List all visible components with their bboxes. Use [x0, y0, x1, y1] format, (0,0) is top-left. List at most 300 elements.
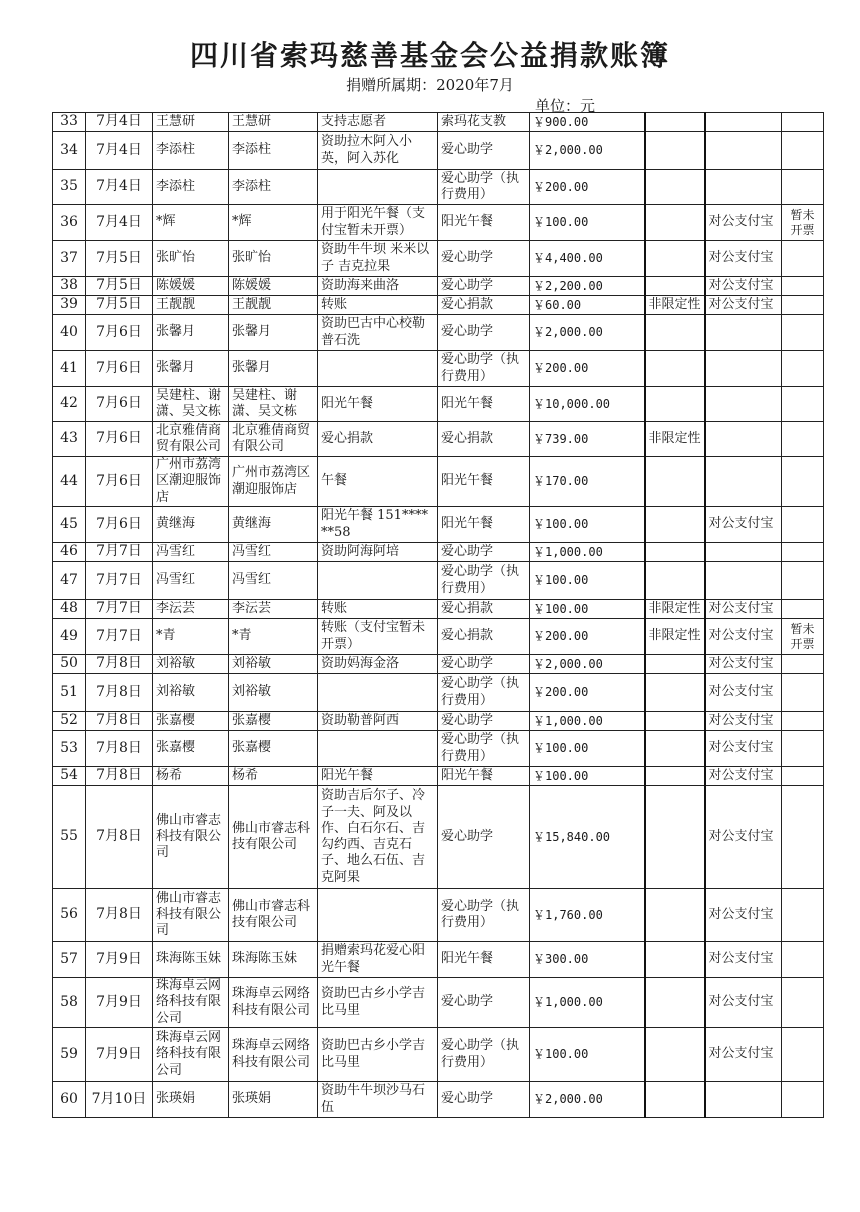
- invoice-note: [782, 942, 824, 978]
- table-row: [53, 942, 824, 978]
- project-name: 爱心助学: [438, 655, 530, 674]
- table-row: [53, 351, 824, 387]
- donation-purpose: 资助巴古乡小学吉比马里: [318, 1028, 438, 1082]
- donor-name: 珠海卓云网络科技有限公司: [153, 1028, 229, 1082]
- row-number: 60: [53, 1082, 86, 1118]
- payment-method: 对公支付宝: [705, 889, 782, 942]
- payment-method: [705, 1082, 782, 1118]
- donation-amount: ￥4,400.00: [530, 241, 645, 277]
- payment-method: [705, 113, 782, 132]
- donation-amount: ￥2,000.00: [530, 655, 645, 674]
- project-name: 阳光午餐: [438, 507, 530, 543]
- restriction-type: 非限定性: [645, 296, 705, 315]
- row-number: 48: [53, 600, 86, 619]
- payment-method: [705, 562, 782, 600]
- payment-method: 对公支付宝: [705, 786, 782, 889]
- invoice-note: [782, 767, 824, 786]
- donor-name: 王靓靓: [153, 296, 229, 315]
- donation-amount: ￥15,840.00: [530, 786, 645, 889]
- table-row: [53, 674, 824, 712]
- restriction-type: [645, 113, 705, 132]
- invoice-note: [782, 674, 824, 712]
- restriction-type: [645, 942, 705, 978]
- restriction-type: [645, 731, 705, 767]
- table-row: [53, 387, 824, 422]
- invoice-note: [782, 600, 824, 619]
- restriction-type: [645, 205, 705, 241]
- table-row: [53, 296, 824, 315]
- invoice-note: [782, 655, 824, 674]
- donation-purpose: 资助拉木阿入小英，阿入苏化: [318, 132, 438, 170]
- donation-purpose: 用于阳光午餐（支付宝暂未开票）: [318, 205, 438, 241]
- invoice-note: [782, 351, 824, 387]
- restriction-type: [645, 351, 705, 387]
- payer-name: 珠海卓云网络科技有限公司: [229, 978, 318, 1028]
- donation-purpose: 资助海来曲洛: [318, 277, 438, 296]
- project-name: 爱心助学: [438, 786, 530, 889]
- invoice-note: [782, 1082, 824, 1118]
- restriction-type: [645, 712, 705, 731]
- donor-name: *辉: [153, 205, 229, 241]
- row-number: 39: [53, 296, 86, 315]
- row-number: 46: [53, 543, 86, 562]
- donation-purpose: 阳光午餐: [318, 767, 438, 786]
- table-row: [53, 786, 824, 889]
- donation-date: 7月6日: [86, 507, 153, 543]
- invoice-note: [782, 731, 824, 767]
- restriction-type: [645, 457, 705, 507]
- row-number: 54: [53, 767, 86, 786]
- invoice-note: [782, 387, 824, 422]
- project-name: 爱心助学（执行费用）: [438, 674, 530, 712]
- invoice-note: [782, 113, 824, 132]
- project-name: 爱心助学（执行费用）: [438, 889, 530, 942]
- project-name: 爱心助学: [438, 241, 530, 277]
- restriction-type: [645, 387, 705, 422]
- donation-purpose: [318, 562, 438, 600]
- row-number: 57: [53, 942, 86, 978]
- table-row: [53, 315, 824, 351]
- restriction-type: [645, 315, 705, 351]
- donation-ledger-table: [52, 112, 824, 1118]
- payment-method: 对公支付宝: [705, 731, 782, 767]
- restriction-type: [645, 507, 705, 543]
- donation-amount: ￥2,000.00: [530, 315, 645, 351]
- donation-purpose: 资助牛牛坝沙马石伍: [318, 1082, 438, 1118]
- donor-name: 广州市荔湾区潮迎服饰店: [153, 457, 229, 507]
- donor-name: 王慧研: [153, 113, 229, 132]
- donor-name: *青: [153, 619, 229, 655]
- payment-method: 对公支付宝: [705, 507, 782, 543]
- payer-name: 陈媛媛: [229, 277, 318, 296]
- project-name: 阳光午餐: [438, 942, 530, 978]
- table-row: [53, 889, 824, 942]
- payment-method: 对公支付宝: [705, 655, 782, 674]
- restriction-type: [645, 674, 705, 712]
- restriction-type: 非限定性: [645, 600, 705, 619]
- payer-name: 冯雪红: [229, 543, 318, 562]
- donation-purpose: 资助吉后尔子、冷子一夫、阿及以作、白石尔石、吉勾约西、吉克石子、地么石伍、吉克阿果: [318, 786, 438, 889]
- invoice-note: [782, 422, 824, 457]
- project-name: 爱心捐款: [438, 422, 530, 457]
- donation-purpose: 转账: [318, 600, 438, 619]
- donation-amount: ￥100.00: [530, 731, 645, 767]
- donation-date: 7月6日: [86, 457, 153, 507]
- donation-amount: ￥2,000.00: [530, 1082, 645, 1118]
- payer-name: 张旷怡: [229, 241, 318, 277]
- donor-name: 刘裕敏: [153, 655, 229, 674]
- restriction-type: [645, 1028, 705, 1082]
- row-number: 49: [53, 619, 86, 655]
- donor-name: 珠海卓云网络科技有限公司: [153, 978, 229, 1028]
- project-name: 爱心助学（执行费用）: [438, 731, 530, 767]
- donation-date: 7月7日: [86, 543, 153, 562]
- donation-amount: ￥200.00: [530, 619, 645, 655]
- row-number: 44: [53, 457, 86, 507]
- row-number: 47: [53, 562, 86, 600]
- restriction-type: [645, 767, 705, 786]
- donation-date: 7月6日: [86, 351, 153, 387]
- project-name: 爱心捐款: [438, 296, 530, 315]
- project-name: 爱心助学（执行费用）: [438, 170, 530, 205]
- donation-purpose: 资助妈海金洛: [318, 655, 438, 674]
- payer-name: *辉: [229, 205, 318, 241]
- restriction-type: [645, 655, 705, 674]
- donor-name: 珠海陈玉妹: [153, 942, 229, 978]
- invoice-note: [782, 1028, 824, 1082]
- donor-name: 李添柱: [153, 170, 229, 205]
- donor-name: 张嘉樱: [153, 712, 229, 731]
- invoice-note: [782, 296, 824, 315]
- donation-date: 7月7日: [86, 562, 153, 600]
- donation-date: 7月5日: [86, 241, 153, 277]
- invoice-note: [782, 457, 824, 507]
- donor-name: 佛山市睿志科技有限公司: [153, 786, 229, 889]
- donor-name: 张瑛娟: [153, 1082, 229, 1118]
- payer-name: 刘裕敏: [229, 655, 318, 674]
- ledger-title: 四川省索玛慈善基金会公益捐款账簿: [189, 39, 670, 72]
- invoice-note: [782, 712, 824, 731]
- donation-purpose: 资助勒普阿西: [318, 712, 438, 731]
- row-number: 37: [53, 241, 86, 277]
- payer-name: 李沄芸: [229, 600, 318, 619]
- donation-date: 7月9日: [86, 1028, 153, 1082]
- project-name: 爱心助学: [438, 712, 530, 731]
- donation-purpose: 转账: [318, 296, 438, 315]
- donor-name: 张嘉樱: [153, 731, 229, 767]
- restriction-type: [645, 1082, 705, 1118]
- invoice-note: [782, 889, 824, 942]
- invoice-note: [782, 786, 824, 889]
- restriction-type: [645, 786, 705, 889]
- table-row: [53, 457, 824, 507]
- row-number: 56: [53, 889, 86, 942]
- project-name: 爱心捐款: [438, 600, 530, 619]
- payer-name: 张馨月: [229, 315, 318, 351]
- project-name: 爱心助学: [438, 1082, 530, 1118]
- invoice-note: 暂未开票: [782, 205, 824, 241]
- donation-purpose: 爱心捐款: [318, 422, 438, 457]
- payer-name: 杨希: [229, 767, 318, 786]
- payer-name: 黄继海: [229, 507, 318, 543]
- restriction-type: [645, 132, 705, 170]
- table-row: [53, 241, 824, 277]
- payer-name: 王慧研: [229, 113, 318, 132]
- row-number: 34: [53, 132, 86, 170]
- row-number: 45: [53, 507, 86, 543]
- donation-amount: ￥60.00: [530, 296, 645, 315]
- donation-date: 7月4日: [86, 205, 153, 241]
- payer-name: 广州市荔湾区潮迎服饰店: [229, 457, 318, 507]
- table-row: [53, 132, 824, 170]
- invoice-note: [782, 241, 824, 277]
- donation-amount: ￥200.00: [530, 674, 645, 712]
- table-row: [53, 978, 824, 1028]
- invoice-note: [782, 543, 824, 562]
- project-name: 阳光午餐: [438, 387, 530, 422]
- row-number: 40: [53, 315, 86, 351]
- donation-date: 7月6日: [86, 387, 153, 422]
- donor-name: 杨希: [153, 767, 229, 786]
- payment-method: 对公支付宝: [705, 1028, 782, 1082]
- table-row: [53, 619, 824, 655]
- project-name: 阳光午餐: [438, 457, 530, 507]
- donation-amount: ￥900.00: [530, 113, 645, 132]
- donation-amount: ￥200.00: [530, 351, 645, 387]
- donation-date: 7月8日: [86, 786, 153, 889]
- table-row: [53, 731, 824, 767]
- table-row: [53, 655, 824, 674]
- donor-name: 刘裕敏: [153, 674, 229, 712]
- donation-date: 7月9日: [86, 942, 153, 978]
- payer-name: 佛山市睿志科技有限公司: [229, 889, 318, 942]
- donation-amount: ￥100.00: [530, 767, 645, 786]
- payment-method: 对公支付宝: [705, 767, 782, 786]
- donation-date: 7月6日: [86, 422, 153, 457]
- donation-amount: ￥100.00: [530, 205, 645, 241]
- project-name: 爱心助学（执行费用）: [438, 1028, 530, 1082]
- row-number: 43: [53, 422, 86, 457]
- donation-purpose: 午餐: [318, 457, 438, 507]
- payer-name: 佛山市睿志科技有限公司: [229, 786, 318, 889]
- row-number: 33: [53, 113, 86, 132]
- donation-date: 7月4日: [86, 113, 153, 132]
- restriction-type: [645, 170, 705, 205]
- payer-name: 王靓靓: [229, 296, 318, 315]
- donation-purpose: 资助巴古乡小学吉比马里: [318, 978, 438, 1028]
- payer-name: 珠海卓云网络科技有限公司: [229, 1028, 318, 1082]
- donor-name: 吴建柱、谢潇、吴文栋: [153, 387, 229, 422]
- donation-amount: ￥170.00: [530, 457, 645, 507]
- donor-name: 张馨月: [153, 351, 229, 387]
- donor-name: 李添柱: [153, 132, 229, 170]
- restriction-type: [645, 562, 705, 600]
- donation-purpose: 捐赠索玛花爱心阳光午餐: [318, 942, 438, 978]
- table-row: [53, 277, 824, 296]
- donation-purpose: 阳光午餐 151******58: [318, 507, 438, 543]
- table-row: [53, 712, 824, 731]
- row-number: 35: [53, 170, 86, 205]
- payer-name: 张瑛娟: [229, 1082, 318, 1118]
- donation-date: 7月8日: [86, 655, 153, 674]
- donor-name: 冯雪红: [153, 543, 229, 562]
- donation-amount: ￥100.00: [530, 507, 645, 543]
- donation-date: 7月5日: [86, 277, 153, 296]
- currency-unit: 单位：元: [535, 97, 596, 115]
- project-name: 阳光午餐: [438, 205, 530, 241]
- row-number: 36: [53, 205, 86, 241]
- row-number: 38: [53, 277, 86, 296]
- donation-purpose: 资助巴古中心校勒普石洗: [318, 315, 438, 351]
- restriction-type: 非限定性: [645, 619, 705, 655]
- payment-method: 对公支付宝: [705, 296, 782, 315]
- payment-method: [705, 170, 782, 205]
- table-row: [53, 205, 824, 241]
- donation-purpose: [318, 889, 438, 942]
- payer-name: 张嘉樱: [229, 731, 318, 767]
- table-row: [53, 562, 824, 600]
- project-name: 爱心助学（执行费用）: [438, 562, 530, 600]
- donor-name: 冯雪红: [153, 562, 229, 600]
- payment-method: 对公支付宝: [705, 712, 782, 731]
- donation-purpose: [318, 674, 438, 712]
- donation-purpose: 阳光午餐: [318, 387, 438, 422]
- project-name: 索玛花支教: [438, 113, 530, 132]
- payment-method: [705, 132, 782, 170]
- table-row: [53, 422, 824, 457]
- project-name: 阳光午餐: [438, 767, 530, 786]
- restriction-type: [645, 978, 705, 1028]
- table-row: [53, 113, 824, 132]
- payer-name: 张嘉樱: [229, 712, 318, 731]
- payment-method: 对公支付宝: [705, 205, 782, 241]
- table-row: [53, 767, 824, 786]
- payer-name: 张馨月: [229, 351, 318, 387]
- row-number: 50: [53, 655, 86, 674]
- table-row: [53, 170, 824, 205]
- donation-date: 7月7日: [86, 619, 153, 655]
- payment-method: [705, 387, 782, 422]
- payer-name: 李添柱: [229, 170, 318, 205]
- payment-method: [705, 315, 782, 351]
- donation-date: 7月7日: [86, 600, 153, 619]
- donation-purpose: 资助牛牛坝 米米以子 吉克拉果: [318, 241, 438, 277]
- payment-method: 对公支付宝: [705, 619, 782, 655]
- donor-name: 陈媛媛: [153, 277, 229, 296]
- donation-date: 7月6日: [86, 315, 153, 351]
- donation-amount: ￥1,760.00: [530, 889, 645, 942]
- donation-date: 7月8日: [86, 674, 153, 712]
- payment-method: 对公支付宝: [705, 942, 782, 978]
- donation-date: 7月10日: [86, 1082, 153, 1118]
- donation-date: 7月8日: [86, 731, 153, 767]
- project-name: 爱心助学: [438, 978, 530, 1028]
- donation-purpose: [318, 351, 438, 387]
- donation-amount: ￥2,200.00: [530, 277, 645, 296]
- donor-name: 佛山市睿志科技有限公司: [153, 889, 229, 942]
- payer-name: 冯雪红: [229, 562, 318, 600]
- donation-amount: ￥1,000.00: [530, 978, 645, 1028]
- row-number: 58: [53, 978, 86, 1028]
- donation-amount: ￥1,000.00: [530, 543, 645, 562]
- donation-amount: ￥100.00: [530, 562, 645, 600]
- donation-date: 7月8日: [86, 889, 153, 942]
- restriction-type: [645, 889, 705, 942]
- payment-method: 对公支付宝: [705, 674, 782, 712]
- donor-name: 黄继海: [153, 507, 229, 543]
- donation-amount: ￥739.00: [530, 422, 645, 457]
- donation-purpose: 支持志愿者: [318, 113, 438, 132]
- row-number: 53: [53, 731, 86, 767]
- row-number: 55: [53, 786, 86, 889]
- donation-date: 7月4日: [86, 132, 153, 170]
- invoice-note: 暂未开票: [782, 619, 824, 655]
- payment-method: [705, 422, 782, 457]
- project-name: 爱心助学: [438, 277, 530, 296]
- payer-name: 刘裕敏: [229, 674, 318, 712]
- payment-method: 对公支付宝: [705, 241, 782, 277]
- donation-period: 捐赠所属期：2020年7月: [346, 76, 514, 94]
- donation-date: 7月4日: [86, 170, 153, 205]
- payment-method: 对公支付宝: [705, 978, 782, 1028]
- payment-method: [705, 351, 782, 387]
- invoice-note: [782, 562, 824, 600]
- invoice-note: [782, 277, 824, 296]
- invoice-note: [782, 132, 824, 170]
- restriction-type: 非限定性: [645, 422, 705, 457]
- project-name: 爱心助学: [438, 132, 530, 170]
- invoice-note: [782, 170, 824, 205]
- donor-name: 北京雅倩商贸有限公司: [153, 422, 229, 457]
- donation-date: 7月8日: [86, 767, 153, 786]
- payer-name: 北京雅倩商贸有限公司: [229, 422, 318, 457]
- payer-name: *青: [229, 619, 318, 655]
- row-number: 59: [53, 1028, 86, 1082]
- payment-method: 对公支付宝: [705, 277, 782, 296]
- donation-purpose: [318, 170, 438, 205]
- invoice-note: [782, 315, 824, 351]
- table-row: [53, 600, 824, 619]
- donor-name: 李沄芸: [153, 600, 229, 619]
- donation-purpose: [318, 731, 438, 767]
- project-name: 爱心助学（执行费用）: [438, 351, 530, 387]
- donation-amount: ￥2,000.00: [530, 132, 645, 170]
- restriction-type: [645, 241, 705, 277]
- donation-amount: ￥1,000.00: [530, 712, 645, 731]
- payer-name: 李添柱: [229, 132, 318, 170]
- donation-amount: ￥100.00: [530, 1028, 645, 1082]
- donation-purpose: 资助阿海阿培: [318, 543, 438, 562]
- restriction-type: [645, 277, 705, 296]
- donation-amount: ￥200.00: [530, 170, 645, 205]
- project-name: 爱心助学: [438, 315, 530, 351]
- payment-method: [705, 543, 782, 562]
- donation-date: 7月8日: [86, 712, 153, 731]
- table-row: [53, 1028, 824, 1082]
- donation-amount: ￥10,000.00: [530, 387, 645, 422]
- donor-name: 张馨月: [153, 315, 229, 351]
- project-name: 爱心助学: [438, 543, 530, 562]
- row-number: 51: [53, 674, 86, 712]
- donation-purpose: 转账（支付宝暂未开票）: [318, 619, 438, 655]
- donation-amount: ￥300.00: [530, 942, 645, 978]
- project-name: 爱心捐款: [438, 619, 530, 655]
- row-number: 41: [53, 351, 86, 387]
- table-row: [53, 1082, 824, 1118]
- invoice-note: [782, 507, 824, 543]
- payer-name: 珠海陈玉妹: [229, 942, 318, 978]
- invoice-note: [782, 978, 824, 1028]
